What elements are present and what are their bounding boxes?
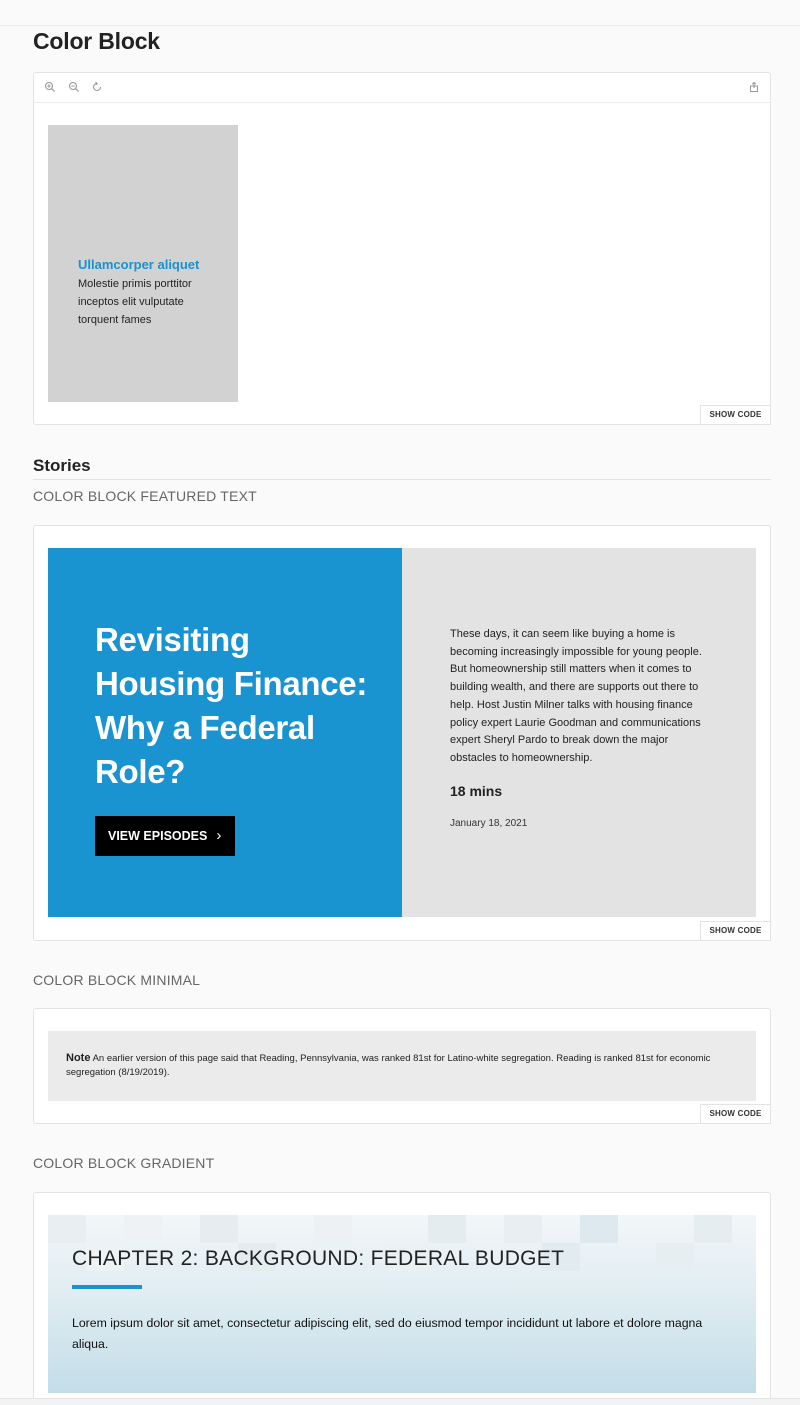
chevron-right-icon: › <box>216 827 222 844</box>
top-bar <box>0 0 800 26</box>
featured-description: These days, it can seem like buying a home is becoming increasingly impossible for young people. But homeownership still matters when it comes to building wealth, and there are supports out there to help. Host Justin Milner talks with housing finance policy expert Laurie Goodman and communications expert Sheryl Pardo to break down the major obstacles to homeownership. <box>450 628 702 764</box>
share-icon[interactable] <box>747 81 761 95</box>
gradient-block <box>48 1215 756 1393</box>
bottom-bar <box>0 1398 800 1405</box>
zoom-in-icon[interactable] <box>43 81 57 95</box>
featured-blue-panel <box>48 548 402 917</box>
view-episodes-button[interactable] <box>95 816 235 856</box>
gradient-label: COLOR BLOCK GRADIENT <box>33 1155 215 1171</box>
card-text: Molestie primis porttitor inceptos elit vulputate torquent fames <box>78 278 192 326</box>
show-code-button[interactable]: SHOW CODE <box>700 405 771 425</box>
minimal-label: COLOR BLOCK MINIMAL <box>33 972 201 988</box>
featured-text-demo <box>33 525 771 941</box>
featured-gray-panel <box>402 548 756 917</box>
featured-headline: Revisiting Housing Finance: Why a Federal Role? <box>95 621 368 790</box>
show-code-button[interactable]: SHOW CODE <box>700 1104 771 1124</box>
gradient-text: Lorem ipsum dolor sit amet, consectetur adipiscing elit, sed do eiusmod tempor incididunt ut labore et dolore magna aliqua. <box>72 1316 703 1351</box>
featured-duration: 18 mins <box>450 782 503 799</box>
title-accent-rule <box>72 1285 142 1289</box>
note-block <box>48 1031 756 1101</box>
section-title: Stories <box>33 456 91 475</box>
note-text: An earlier version of this page said that Reading, Pennsylvania, was ranked 81st for Latino-white segregation. Reading is ranked 81st for economic segregation (8/19/2019). <box>66 1053 711 1078</box>
gradient-title: CHAPTER 2: BACKGROUND: FEDERAL BUDGET <box>72 1247 565 1270</box>
show-code-button[interactable]: SHOW CODE <box>700 921 771 941</box>
color-block-card <box>48 125 238 402</box>
view-episodes-label: VIEW EPISODES <box>108 829 208 843</box>
featured-label: COLOR BLOCK FEATURED TEXT <box>33 488 257 504</box>
featured-block <box>48 548 756 917</box>
reset-icon[interactable] <box>90 81 104 95</box>
color-block-demo <box>33 72 771 425</box>
featured-date: January 18, 2021 <box>450 817 528 829</box>
minimal-demo <box>33 1008 771 1124</box>
card-title[interactable]: Ullamcorper aliquet <box>78 257 200 272</box>
demo-toolbar <box>34 73 770 103</box>
section-divider <box>33 479 771 480</box>
note-label: Note <box>66 1052 91 1064</box>
zoom-out-icon[interactable] <box>67 81 81 95</box>
gradient-demo <box>33 1192 771 1405</box>
page-title: Color Block <box>33 28 160 54</box>
